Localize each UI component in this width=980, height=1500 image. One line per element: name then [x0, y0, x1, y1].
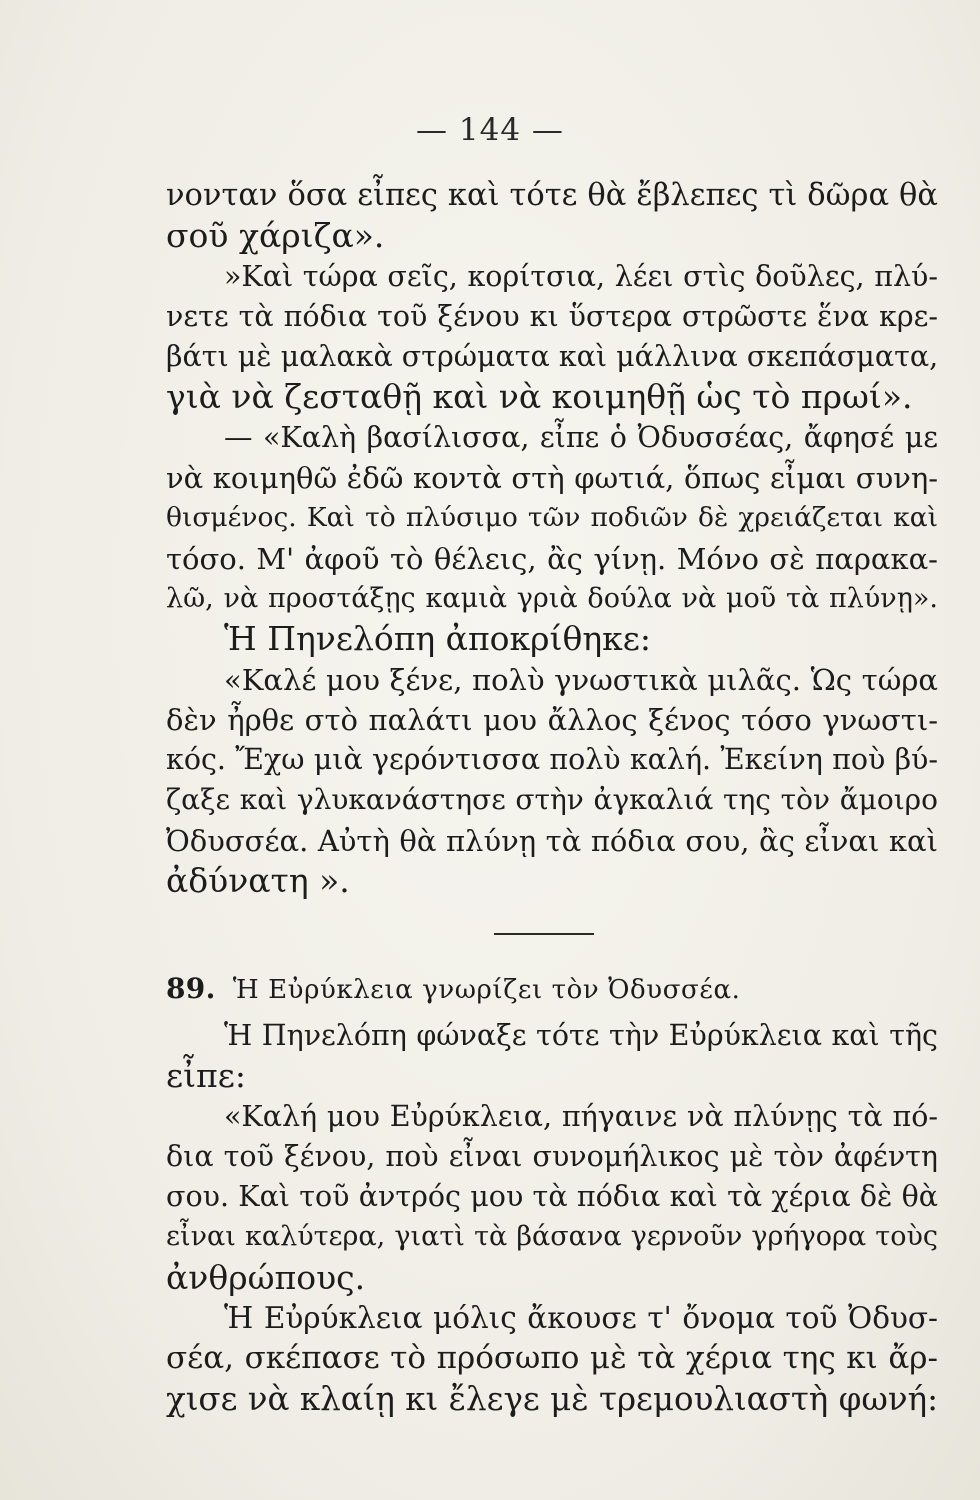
text-line: τόσο. Μ' ἀφοῦ τὸ θέλεις, ἂς γίνῃ. Μόνο σὲ παρακα- — [166, 541, 938, 576]
text-line: ἀνθρώπους. — [166, 1257, 366, 1297]
text-line: βάτι μὲ μαλακὰ στρώματα καὶ μάλλινα σκεπάσματα, — [166, 340, 939, 374]
text-line: σου. Καὶ τοῦ ἀντρός μου τὰ πόδια καὶ τὰ χέρια δὲ θὰ — [166, 1180, 938, 1214]
text-line: εἶναι καλύτερα, γιατὶ τὰ βάσανα γερνοῦν γρήγορα τοὺς — [166, 1221, 938, 1253]
text-line: σέα, σκέπασε τὸ πρόσωπο μὲ τὰ χέρια της κι ἄρ- — [166, 1340, 938, 1377]
text-line: δὲν ἦρθε στὸ παλάτι μου ἄλλος ξένος τόσο γνωστι- — [166, 702, 938, 737]
text-block-lower — [166, 1016, 938, 1419]
text-line: Ἡ Πηνελόπη φώναξε τότε τὴν Εὐρύκλεια καὶ τῆς — [224, 1019, 938, 1052]
section-separator — [494, 933, 594, 935]
text-line: «Καλέ μου ξένε, πολὺ γνωστικὰ μιλᾶς. Ὡς τώρα — [224, 662, 938, 697]
page-number: — 144 — — [416, 112, 564, 148]
text-line: νονταν ὅσα εἶπες καὶ τότε θὰ ἔβλεπες τὶ δῶρα θὰ — [166, 178, 938, 213]
text-line: νὰ κοιμηθῶ ἐδῶ κοντὰ στὴ φωτιά, ὅπως εἶμαι συνη- — [166, 461, 938, 496]
text-line: χισε νὰ κλαίῃ κι ἔλεγε μὲ τρεμουλιαστὴ φωνή: — [166, 1379, 939, 1418]
text-line: — «Καλὴ βασίλισσα, εἶπε ὁ Ὀδυσσέας, ἄφησέ με — [224, 420, 938, 454]
text-line: κός. Ἔχω μιὰ γερόντισσα πολὺ καλή. Ἐκείνη ποὺ βύ- — [166, 743, 938, 777]
text-line: λῶ, νὰ προστάξῃς καμιὰ γριὰ δούλα νὰ μοῦ τὰ πλύνῃ». — [166, 582, 938, 614]
text-line: »Καὶ τώρα σεῖς, κορίτσια, λέει στὶς δοῦλες, πλύ- — [224, 259, 938, 293]
text-line: εἶπε: — [166, 1056, 246, 1096]
text-line: Ἡ Πηνελόπη ἀποκρίθηκε: — [224, 619, 651, 659]
text-line: σοῦ χάριζα». — [166, 216, 385, 256]
text-line: γιὰ νὰ ζεσταθῇ καὶ νὰ κοιμηθῇ ὡς τὸ πρωί». — [166, 377, 913, 417]
section-heading — [166, 971, 938, 1008]
text-line: θισμένος. Καὶ τὸ πλύσιμο τῶν ποδιῶν δὲ χρειάζεται καὶ — [166, 502, 938, 534]
text-line: νετε τὰ πόδια τοῦ ξένου κι ὕστερα στρῶστε ἕνα κρε- — [166, 299, 938, 333]
text-line: Ἡ Εὐρύκλεια μόλις ἄκουσε τ' ὄνομα τοῦ Ὀδυσ- — [224, 1301, 938, 1336]
text-line: δια τοῦ ξένου, ποὺ εἶναι συνομήλικος μὲ τὸν ἀφέντη — [166, 1139, 938, 1173]
text-line: Ὀδυσσέα. Αὐτὴ θὰ πλύνῃ τὰ πόδια σου, ἂς εἶναι καὶ — [166, 823, 938, 858]
text-line: ζαξε καὶ γλυκανάστησε στὴν ἀγκαλιά της τὸν ἄμοιρο — [166, 783, 938, 817]
text-line: ἀδύνατη ». — [166, 861, 350, 901]
section-title: Ἡ Εὐρύκλεια γνωρίζει τὸν Ὀδυσσέα. — [232, 975, 741, 1005]
section-number: 89. — [166, 972, 216, 1005]
text-block-upper — [166, 176, 938, 901]
text-line: «Καλή μου Εὐρύκλεια, πήγαινε νὰ πλύνῃς τὰ πό- — [224, 1099, 938, 1133]
